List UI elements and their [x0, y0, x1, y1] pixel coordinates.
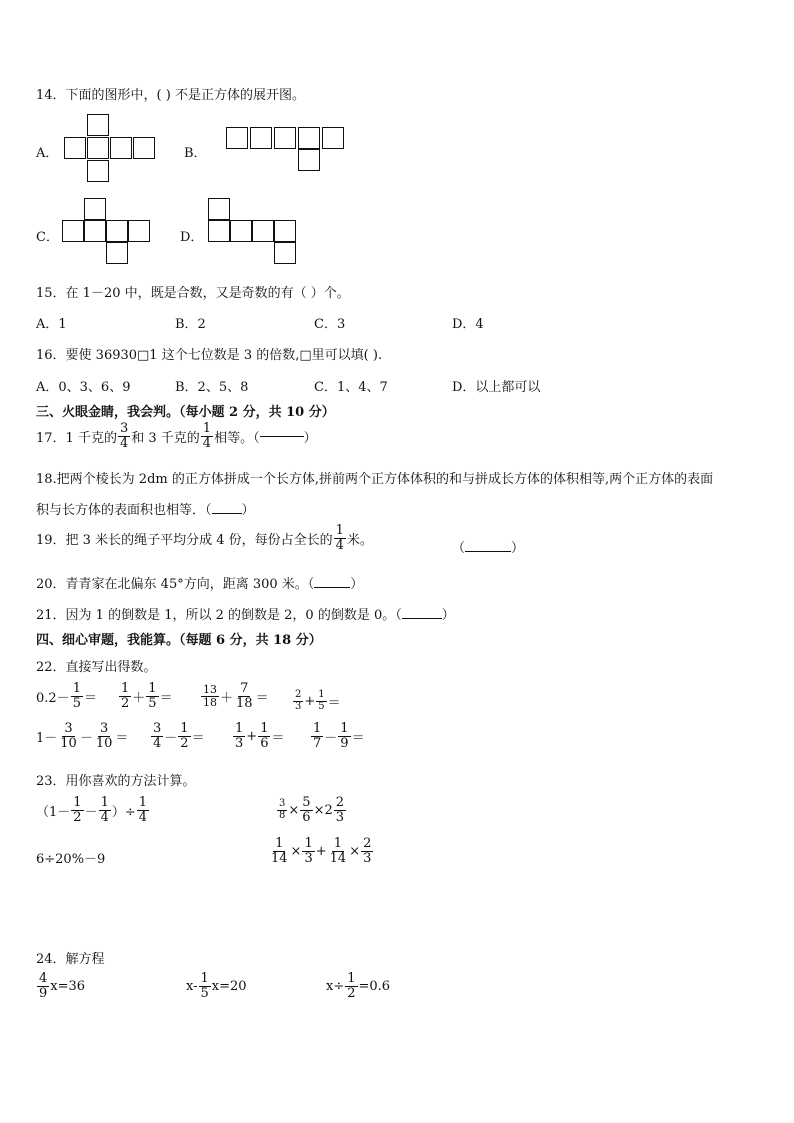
- q22-row1-expr1: 0.2－ $\frac{1}{5}$ ＝: [36, 681, 97, 711]
- q18-text: 积与长方体的表面积也相等．（: [36, 503, 212, 518]
- q19-text-a: 19．把 3 米长的绳子平均分成 4 份，每份占全长的: [36, 532, 333, 548]
- q19-fraction: $\frac{1}{4}$: [335, 523, 344, 553]
- q22-row2-expr1: 1－ $\frac{3}{10}$ － $\frac{3}{10}$ ＝: [36, 721, 129, 751]
- q16-option-b[interactable]: B．2、5、8: [175, 380, 249, 395]
- q15-option-a[interactable]: A．1: [36, 317, 67, 332]
- q20-text: 20．青青家在北偏东 45°方向，距离 300 米。（: [36, 577, 315, 592]
- q23-expr2: $\frac{3}{8}$ × $\frac{5}{6}$ ×2 $\frac{2}{3}$: [279, 795, 345, 825]
- q22-row1-expr4: $\frac{2}{3}$ + $\frac{1}{5}$ ＝: [295, 689, 341, 712]
- q18-line-1: 18.把两个棱长为 2dm 的正方体拼成一个长方体,拼前两个正方体体积的和与拼成长方体的体积相等,两个正方体的表面: [36, 472, 714, 487]
- q17-answer-blank[interactable]: [260, 436, 304, 437]
- q14-option-c-label: C．: [36, 230, 59, 245]
- q15-text: 15．在 1－20 中，既是合数，又是奇数的有（ ）个。: [36, 286, 350, 301]
- q17-fraction-2: $\frac{1}{4}$: [202, 421, 212, 451]
- q24-text: 24．解方程: [36, 952, 105, 967]
- q23-text: 23．用你喜欢的方法计算。: [36, 774, 196, 789]
- q15-option-c[interactable]: C．3: [314, 317, 346, 332]
- q19-paren-open: （: [452, 541, 466, 556]
- q20-answer-blank[interactable]: [314, 587, 350, 588]
- q14-option-b-label: B．: [184, 146, 207, 161]
- q23-expr4: $\frac{1}{14}$ × $\frac{1}{3}$ + $\frac{1}{14}$ × $\frac{2}{3}$: [271, 836, 372, 866]
- q17-text-a: 17．1 千克的: [36, 430, 117, 446]
- q22-row2-expr3: $\frac{1}{3}$ + $\frac{1}{6}$ ＝: [235, 721, 285, 751]
- q20-paren-close: ）: [350, 577, 364, 592]
- q17-paren-close: ）: [303, 430, 317, 446]
- q17-text-b: 和 3 千克的: [131, 430, 200, 446]
- q21: [36, 604, 455, 623]
- q20: [36, 573, 363, 592]
- q18-line-2: [36, 499, 255, 518]
- q16-option-c[interactable]: C．1、4、7: [314, 380, 388, 395]
- q22-row1-expr3: $\frac{13}{18}$ ＋ $\frac{7}{18}$ ＝: [203, 681, 269, 711]
- q17-fraction-1: $\frac{3}{4}$: [119, 421, 129, 451]
- q15-option-b[interactable]: B．2: [175, 317, 206, 332]
- section-3-heading: 三、火眼金睛，我会判。（每小题 2 分，共 10 分）: [36, 405, 335, 420]
- q24-equation-1: $\frac{4}{9}$ x=36: [39, 971, 86, 1001]
- q19-paren-close: ）: [511, 541, 525, 556]
- q19-text-b: 米。: [346, 532, 373, 548]
- q19-answer-blank[interactable]: [465, 551, 511, 552]
- q14-text: 14．下面的图形中，( ) 不是正方体的展开图。: [36, 88, 305, 103]
- q14-option-a-label: A．: [36, 146, 59, 161]
- q16-option-a[interactable]: A．0、3、6、9: [36, 380, 131, 395]
- q19: [36, 524, 373, 552]
- q23-expr3: 6÷20%－9: [36, 852, 106, 867]
- section-4-heading: 四、细心审题，我能算。（每题 6 分，共 18 分）: [36, 633, 322, 648]
- q14-option-d-label: D．: [180, 230, 204, 245]
- q16-option-d[interactable]: D．以上都可以: [452, 380, 541, 395]
- q22-row2-expr2: $\frac{3}{4}$ － $\frac{1}{2}$ ＝: [153, 721, 205, 751]
- q24-equation-3: x÷ $\frac{1}{2}$ =0.6: [326, 971, 391, 1001]
- q21-answer-blank[interactable]: [402, 618, 442, 619]
- q16-text: 16．要使 36930□1 这个七位数是 3 的倍数,□里可以填( ).: [36, 348, 383, 363]
- q24-equation-2: x- $\frac{1}{5}$ x=20: [186, 971, 247, 1001]
- q23-expr1: （1－ $\frac{1}{2}$ － $\frac{1}{4}$ ）÷ $\frac{1}{4}$: [36, 795, 148, 825]
- q17: [36, 422, 317, 450]
- q21-text: 21．因为 1 的倒数是 1，所以 2 的倒数是 2，0 的倒数是 0。（: [36, 608, 402, 623]
- q22-text: 22．直接写出得数。: [36, 660, 157, 675]
- q22-row2-expr4: $\frac{1}{7}$ － $\frac{1}{9}$ ＝: [313, 721, 365, 751]
- q17-text-c: 相等。（: [214, 430, 260, 446]
- q15-option-d[interactable]: D．4: [452, 317, 484, 332]
- q18-paren-close: ）: [241, 503, 255, 518]
- q22-row1-expr2: $\frac{1}{2}$ ＋ $\frac{1}{5}$ ＝: [121, 681, 173, 711]
- q21-paren-close: ）: [441, 608, 455, 623]
- q19-answer: [452, 537, 524, 556]
- q18-answer-blank[interactable]: [212, 513, 242, 514]
